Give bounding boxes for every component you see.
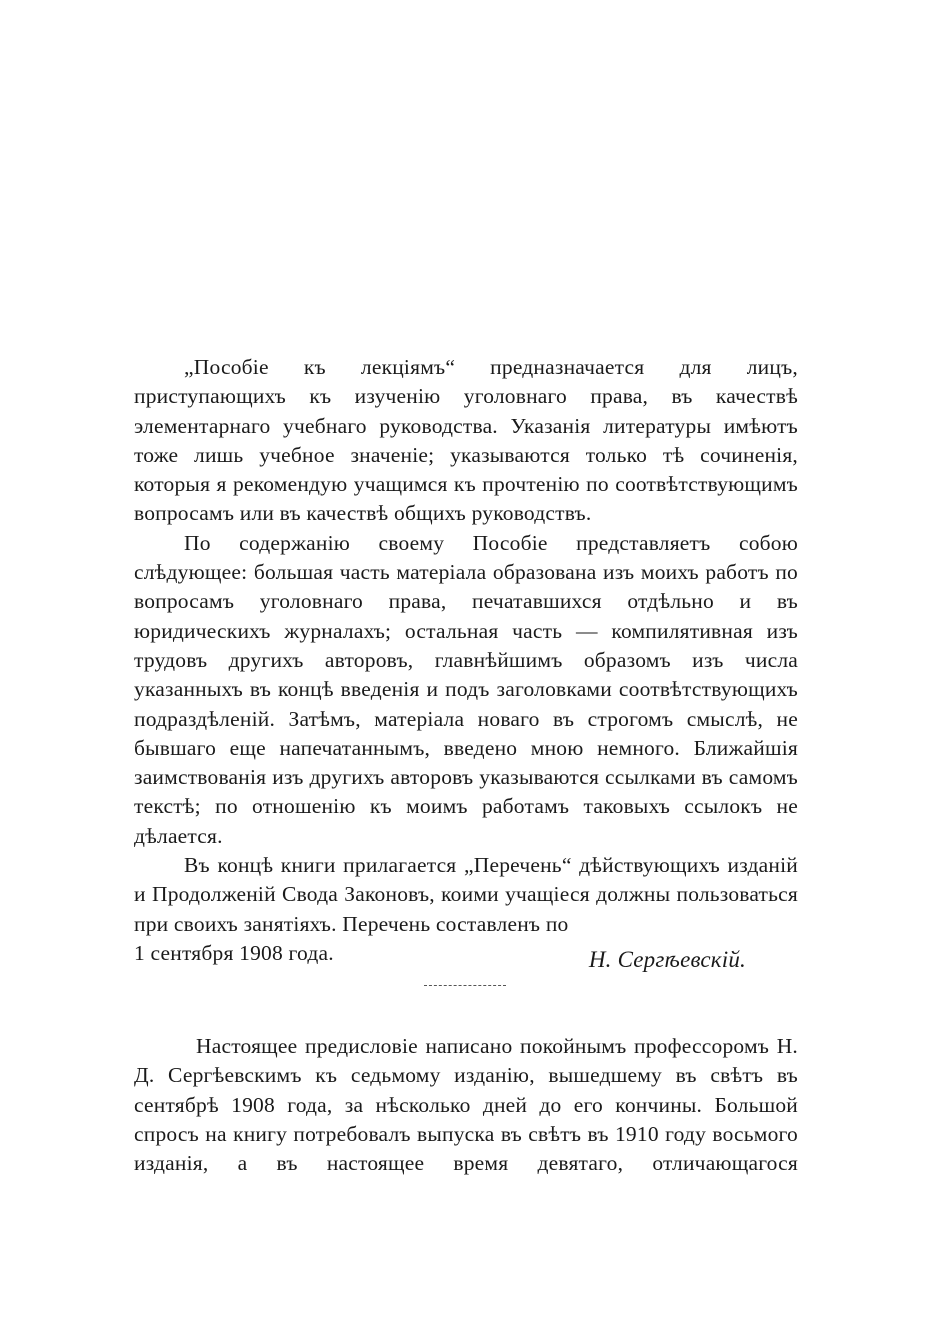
section-divider bbox=[424, 985, 506, 986]
preface-paragraph-1: „Пособіе къ лекціямъ“ предназначается для лицъ, приступающихъ къ изученію уголовнаго права, въ качествѣ элементарнаго учебнаго руководства. Указанія литературы имѣютъ тоже лишь учебное значеніе; указываются только тѣ сочиненія, которыя я рекомендую учащимся къ прочтенію по соотвѣтствующимъ вопросамъ или въ качествѣ общихъ руководствъ. bbox=[134, 355, 798, 526]
preface-date: 1 сентября 1908 года. bbox=[134, 940, 334, 965]
editor-note bbox=[134, 1032, 798, 1178]
editor-note-paragraph: Настоящее предисловіе написано покойнымъ профессоромъ Н. Д. Сергѣевскимъ къ седьмому изданію, вышедшему въ свѣтъ въ сентябрѣ 1908 года, за нѣсколько дней до его кончины. Большой спросъ на книгу потребовалъ выпуска въ свѣтъ въ 1910 году восьмого изданія, а въ настоящее время девятаго, отличающагося bbox=[134, 1034, 798, 1176]
preface-paragraph-2: По содержанію своему Пособіе представляетъ собою слѣдующее: большая часть матеріала образована изъ моихъ работъ по вопросамъ уголовнаго права, печатавшихся отдѣльно и въ юридическихъ журналахъ; остальная часть — компилятивная изъ трудовъ другихъ авторовъ, главнѣйшимъ образомъ изъ числа указанныхъ въ концѣ введенія и подъ заголовками соотвѣтствующихъ подраздѣленій. Затѣмъ, матеріала новаго въ строгомъ смыслѣ, не бывшаго еще напечатаннымъ, введено мною немного. Ближайшія заимствованія изъ другихъ авторовъ указываются ссылками въ самомъ текстѣ; по отношенію къ моимъ работамъ таковыхъ ссылокъ не дѣлается. bbox=[134, 530, 798, 848]
preface-paragraph-3: Въ концѣ книги прилагается „Перечень“ дѣйствующихъ изданій и Продолженій Свода Законовъ, коими учащіеся должны пользоваться при своихъ занятіяхъ. Перечень составленъ по bbox=[134, 853, 798, 936]
signature-row bbox=[134, 939, 798, 972]
author-signature: Н. Сергѣевскій. bbox=[588, 946, 746, 972]
author-preface bbox=[134, 353, 798, 972]
